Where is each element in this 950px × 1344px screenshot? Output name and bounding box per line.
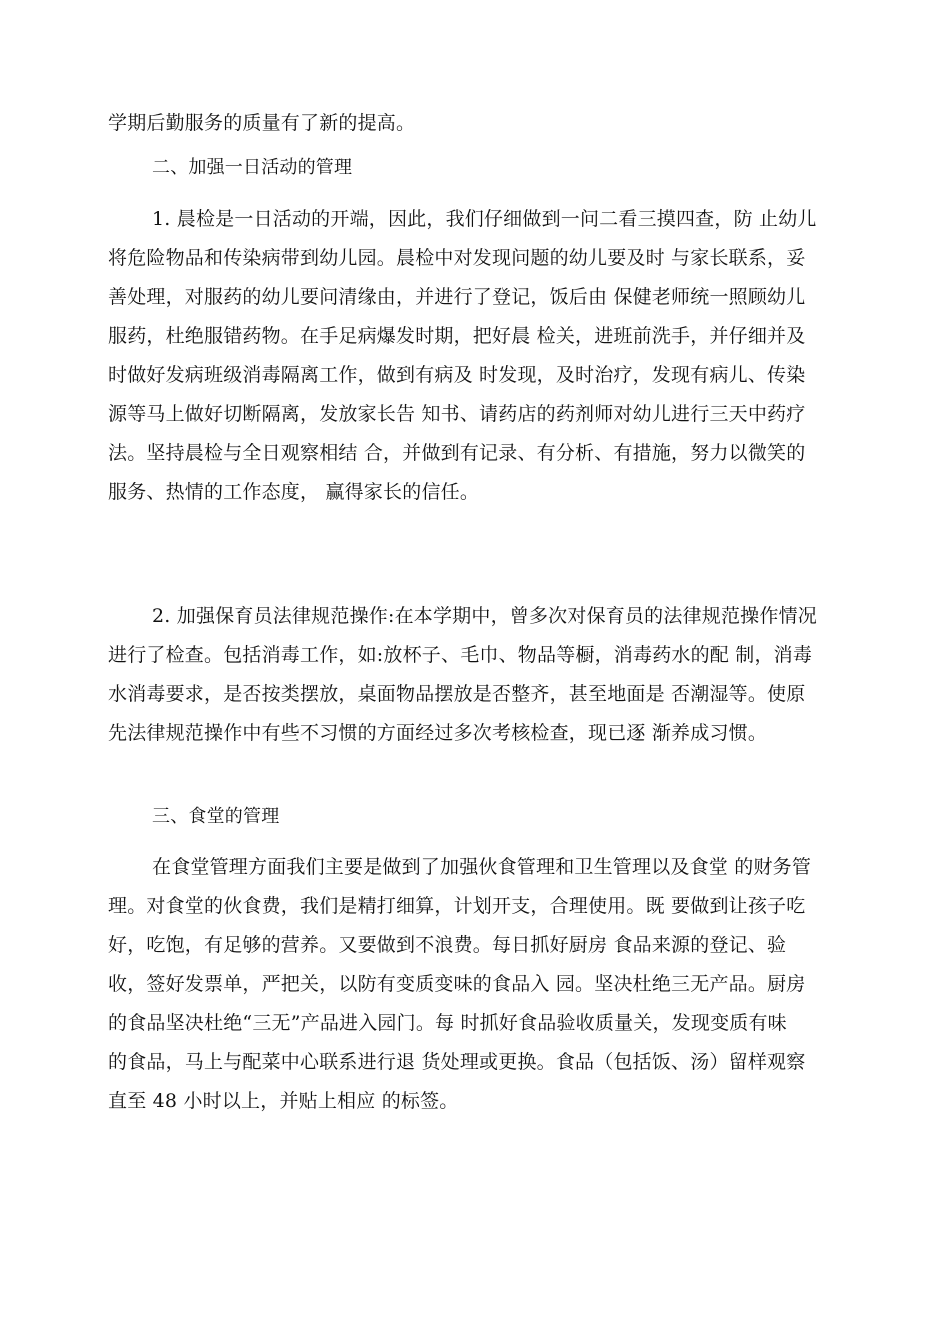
paragraph-line: 源等马上做好切断隔离，发放家长告 知书、请药店的药剂师对幼儿进行三天中药疗 — [108, 403, 806, 425]
paragraph-line: 在食堂管理方面我们主要是做到了加强伙食管理和卫生管理以及食堂 的财务管 — [152, 856, 812, 878]
paragraph-line: 的食品，马上与配菜中心联系进行退 货处理或更换。食品（包括饭、汤）留样观察 — [108, 1051, 806, 1073]
staff-rules-paragraph — [108, 597, 858, 753]
paragraph-line: 善处理，对服药的幼儿要问清缘由，并进行了登记，饭后由 保健老师统一照顾幼儿 — [108, 286, 806, 308]
paragraph-line: 先法律规范操作中有些不习惯的方面经过多次考核检查，现已逐 渐养成习惯。 — [108, 722, 768, 744]
paragraph-line: 水消毒要求，是否按类摆放，桌面物品摆放是否整齐，甚至地面是 否潮湿等。使原 — [108, 683, 806, 705]
section-2-heading-block — [108, 148, 858, 187]
paragraph-line: 理。对食堂的伙食费，我们是精打细算，计划开支，合理使用。既 要做到让孩子吃 — [108, 895, 806, 917]
paragraph-line: 时做好发病班级消毒隔离工作，做到有病及 时发现，及时治疗，发现有病儿、传染 — [108, 364, 806, 386]
section-heading: 三、食堂的管理 — [152, 806, 280, 827]
morning-check-paragraph — [108, 200, 858, 512]
paragraph-line: 服药，杜绝服错药物。在手足病爆发时期，把好晨 检关，进班前洗手，并仔细并及 — [108, 325, 806, 347]
paragraph-line: 服务、热情的工作态度， 赢得家长的信任。 — [108, 481, 480, 503]
paragraph-line: 收，签好发票单，严把关，以防有变质变味的食品入 园。坚决杜绝三无产品。厨房 — [108, 973, 806, 995]
canteen-paragraph — [108, 848, 858, 1121]
intro-paragraph — [108, 104, 858, 143]
section-3-heading-block — [108, 797, 858, 836]
paragraph-line: 将危险物品和传染病带到幼儿园。晨检中对发现问题的幼儿要及时 与家长联系，妥 — [108, 247, 806, 269]
section-heading: 二、加强一日活动的管理 — [152, 157, 353, 178]
paragraph-line: 直至 48 小时以上，并贴上相应 的标签。 — [108, 1090, 459, 1112]
paragraph-line: 2. 加强保育员法律规范操作:在本学期中，曾多次对保育员的法律规范操作情况 — [152, 605, 817, 627]
paragraph-line: 1. 晨检是一日活动的开端，因此，我们仔细做到一问二看三摸四查，防 止幼儿 — [152, 208, 817, 230]
intro-line: 学期后勤服务的质量有了新的提高。 — [108, 112, 416, 134]
paragraph-line: 法。坚持晨检与全日观察相结 合，并做到有记录、有分析、有措施，努力以微笑的 — [108, 442, 806, 464]
paragraph-line: 进行了检查。包括消毒工作，如:放杯子、毛巾、物品等橱，消毒药水的配 制，消毒 — [108, 644, 813, 666]
paragraph-line: 的食品坚决杜绝“三无”产品进入园门。每 时抓好食品验收质量关，发现变质有味 — [108, 1012, 787, 1034]
paragraph-line: 好，吃饱，有足够的营养。又要做到不浪费。每日抓好厨房 食品来源的登记、验 — [108, 934, 787, 956]
